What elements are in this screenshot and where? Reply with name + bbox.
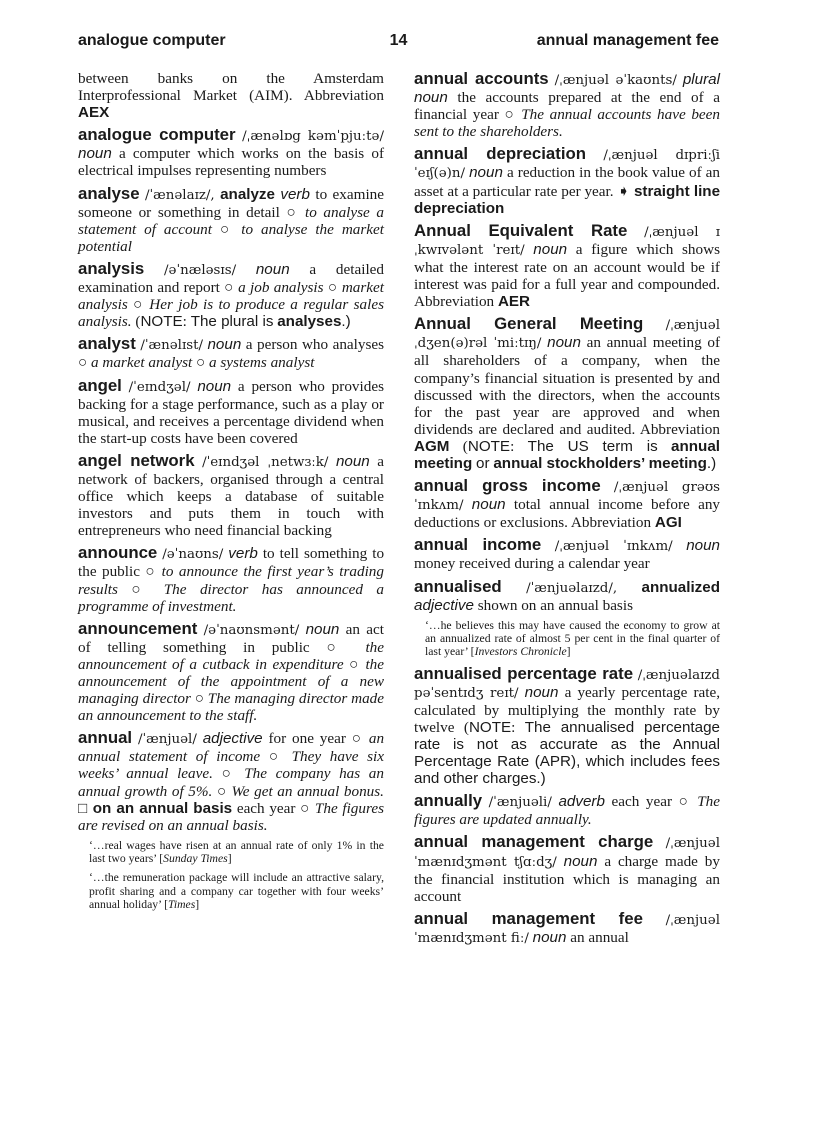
entry-analyst — [78, 335, 384, 371]
entry-annual-management-charge — [414, 833, 720, 904]
circle-icon: ○ — [194, 690, 204, 708]
part-of-speech: verb — [228, 545, 258, 563]
pronunciation: /ˌænjuəl ˈmænɪdʒmənt fiː/ — [414, 912, 720, 946]
quotation-source: Sunday Times — [163, 852, 228, 866]
definition: a charge made by the financial institution which is managing an account — [414, 852, 720, 905]
pronunciation: /ˈænəlɪst/ — [140, 338, 203, 354]
example: to announce the first year’s trading results — [78, 563, 384, 598]
part-of-speech: adjective — [414, 596, 474, 614]
headword: annual income — [414, 535, 542, 555]
definition: a computer which works on the basis of electrical impulses representing numbers — [78, 145, 384, 180]
part-of-speech: noun — [305, 620, 340, 638]
definition: an annual meeting of all shareholders of a company, when the company’s financial situation is presented by and discussed with the directors, when the accounts for the past year are approved and when dividends are declared and audited. Abbreviation — [414, 334, 720, 438]
pronunciation: /ˌænjuəl ɪˌkwɪvələnt ˈreɪt/ — [414, 224, 720, 258]
circle-icon: ○ — [678, 793, 691, 811]
entry-announcement — [78, 620, 384, 725]
part-of-speech: noun — [532, 928, 567, 946]
entry-annual — [78, 729, 384, 834]
circle-icon: ○ — [327, 279, 338, 297]
definition: a figure which shows what the interest rate on an account would be if interest was paid for a full year and compounded. Abbreviation — [414, 240, 720, 311]
definition: between banks on the Amsterdam Interprofessional Market (AIM). Abbreviation — [78, 70, 384, 105]
headword: annually — [414, 791, 483, 811]
example: The company has an annual growth of 5%. — [78, 765, 384, 800]
part-of-speech: noun — [563, 852, 598, 870]
note-text: The annualised percentage rate is not as accurate as the Annual Percentage Rate (APR), which includes fees and other charges. — [414, 718, 720, 788]
quotation: ‘…real wages have risen at an annual rate of only 1% in the last two years’ [Sunday Times] — [89, 838, 384, 866]
part-of-speech: adjective — [202, 730, 263, 748]
circle-icon: ○ — [326, 638, 349, 656]
definition: shown on an annual basis — [477, 596, 633, 614]
definition: an annual — [570, 928, 629, 946]
circle-icon: ○ — [131, 580, 151, 598]
definition: a person who analyses — [245, 336, 385, 354]
arrow-icon: ➧ — [617, 182, 631, 200]
definition: a person who provides backing for a stage performance, such as a play or musical, and receives a percentage dividend when the start-up costs have been covered — [78, 377, 384, 447]
quotation: ‘…the remuneration package will include an attractive salary, profit sharing and a company car together with four weeks’ annual holiday’ [Times] — [89, 871, 384, 912]
entry-analysis: analysis /əˈnæləsɪs/ noun a detailed examination and report ○ a job analysis ○ market analysis ○ Her job is to produce a regular sales analysis. (NOTE: The plural is analyses.) — [78, 258, 385, 331]
headword: annual management fee — [414, 908, 643, 928]
page-number: 14 — [389, 32, 408, 49]
headword: annual accounts — [414, 69, 549, 88]
pronunciation: /ˌænjuəl əˈkaʊnts/ — [554, 73, 677, 88]
headword: announce — [78, 543, 158, 563]
entry-analyse — [78, 185, 384, 255]
circle-icon: ○ — [78, 354, 88, 372]
entry-annual-income — [414, 536, 720, 572]
definition: a yearly percentage rate, calculated by multiplying the monthly rate by twelve — [414, 683, 720, 736]
abbreviation: AGM — [414, 437, 450, 455]
headword: analysis — [78, 258, 145, 278]
part-of-speech: noun — [207, 336, 242, 354]
square-icon: □ — [78, 799, 89, 817]
headword-variant: annualized — [641, 578, 720, 596]
quotation-text: ‘…he believes this may have caused the economy to grow at an annualized rate of almost 5 per cent in the final quarter of last year’ — [425, 618, 720, 659]
definition: each year — [611, 793, 673, 811]
quotation-text: ‘…real wages have risen at an annual rate of only 1% in the last two years’ — [89, 838, 384, 866]
definition: a detailed examination and report — [78, 260, 384, 297]
abbreviation: AEX — [78, 104, 110, 122]
definition: to examine someone or something in detail — [78, 185, 385, 221]
entry-annually — [414, 792, 720, 828]
part-of-speech: noun — [524, 683, 559, 701]
example: to analyse a statement of account — [78, 203, 384, 238]
example: The figures are updated annually. — [414, 793, 720, 829]
example: market analysis — [78, 279, 384, 314]
example: The annual accounts have been sent to the shareholders. — [414, 106, 721, 141]
example: a market analyst — [90, 354, 193, 372]
example: Her job is to produce a regular sales analysis. — [78, 296, 385, 331]
example: the announcement of the appointment of a new managing director — [78, 655, 385, 708]
pronunciation: /əˈnæləsɪs/ — [164, 262, 237, 278]
pronunciation: /ˈeɪndʒəl/ — [128, 379, 191, 395]
example: The director has announced a programme of investment. — [78, 580, 384, 615]
example: the announcement of a cutback in expenditure — [78, 638, 385, 673]
circle-icon: ○ — [219, 220, 234, 238]
definition: a reduction in the book value of an asset at a particular rate per year. — [414, 164, 721, 200]
headword: annualised percentage rate — [414, 663, 634, 683]
headword: angel — [78, 375, 122, 395]
headword: annual management charge — [414, 832, 654, 852]
headword: annual gross income — [414, 476, 601, 496]
headword: annualised — [414, 576, 502, 596]
note-text: The US term is — [527, 437, 658, 455]
entry-announce — [78, 544, 384, 614]
abbreviation: AGI — [654, 514, 682, 532]
note-label: NOTE — [467, 437, 511, 455]
pronunciation: /ˌænjuəl dɪpriːʃiˈeɪʃ(ə)n/ — [414, 148, 720, 182]
page-header — [78, 32, 719, 54]
headword: announcement — [78, 618, 198, 638]
definition: the accounts prepared at the end of a financial year — [414, 89, 720, 124]
circle-icon: ○ — [196, 354, 206, 372]
circle-icon: ○ — [133, 296, 144, 314]
pronunciation: /əˈnaʊnsmənt/ — [203, 622, 300, 638]
pronunciation: /ˌænjuəl ˈɪnkʌm/ — [554, 539, 673, 555]
example: The managing director made an announcement to the staff. — [78, 690, 384, 725]
quotation-source: Times — [167, 898, 196, 912]
pronunciation: /ˈeɪndʒəl ˌnetwɜːk/ — [202, 454, 329, 470]
pronunciation: /ˌænəlɒg kəmˈpjuːtə/ — [242, 129, 384, 145]
part-of-speech: noun — [335, 452, 370, 470]
part-of-speech: noun — [197, 377, 232, 395]
circle-icon: ○ — [300, 799, 311, 817]
circle-icon: ○ — [349, 655, 360, 673]
pronunciation: /əˈnaʊns/ — [162, 547, 224, 563]
abbreviation: AER — [497, 293, 531, 311]
definition: an act of telling something in public — [78, 620, 384, 656]
pronunciation: /ˈænjuəl/ — [137, 732, 197, 748]
definition: total annual income before any deductions or exclusions. Abbreviation — [414, 496, 721, 532]
part-of-speech: noun — [547, 334, 581, 352]
part-of-speech: adverb — [558, 793, 605, 811]
entry-angel — [78, 377, 384, 447]
quotation-source: Investors Chronicle — [474, 645, 567, 659]
entry-annual-depreciation — [414, 145, 720, 216]
headword: annual — [78, 728, 133, 748]
entry-analogue-computer — [78, 126, 384, 179]
circle-icon: ○ — [221, 765, 236, 783]
circle-icon: ○ — [224, 279, 234, 297]
definition: a network of backers, organised through a central office which keeps a database of suitable investors and puts them in touch with entrepreneurs who need financial backing — [78, 452, 384, 540]
pronunciation: /ˈænjuəli/ — [488, 795, 552, 811]
circle-icon: ○ — [351, 730, 363, 748]
entry-annual-general-meeting: Annual General Meeting /ˌænjuəl ˌdʒen(ə)rəl ˈmiːtɪŋ/ noun an annual meeting of all shareholders of a company, when the company’s financial situation is presented by and discussed with the directors, when the accounts for the past year are approved and when dividends are declared and audited. Abbreviation AGM (NOTE: The US term is annual meeting or annual stockholders’ meeting.) — [414, 314, 720, 472]
left-column — [78, 70, 384, 917]
example: an annual statement of income — [78, 730, 385, 766]
definition: for one year — [268, 730, 346, 748]
circle-icon: ○ — [216, 782, 227, 800]
part-of-speech: noun — [686, 537, 721, 555]
note-term: annual stockholders’ meeting — [493, 454, 707, 472]
right-column — [414, 70, 720, 952]
example: The figures are revised on an annual basis. — [78, 799, 384, 834]
example: They have six weeks’ annual leave. — [78, 748, 384, 783]
headword: Annual Equivalent Rate — [414, 220, 628, 240]
example: a systems analyst — [209, 354, 315, 372]
example: We get an annual bonus. — [231, 782, 384, 800]
entry-angel-network — [78, 452, 384, 539]
headword: angel network — [78, 450, 195, 470]
circle-icon: ○ — [286, 203, 299, 221]
headword: analyst — [78, 334, 136, 354]
note-term: annual meeting — [414, 437, 720, 472]
entry-annualised — [414, 578, 720, 614]
definition: money received during a calendar year — [414, 555, 650, 573]
part-of-speech: noun — [255, 260, 290, 278]
pronunciation: /ˌænjuəl ˈmænɪdʒmənt tʃɑːdʒ/ — [414, 836, 721, 870]
note-label: NOTE — [140, 313, 183, 331]
circle-icon: ○ — [504, 106, 516, 124]
part-of-speech: noun — [469, 164, 503, 182]
header-right-guideword: annual management fee — [536, 32, 719, 49]
part-of-speech: noun — [533, 240, 568, 258]
pronunciation: /ˌænjuəl grəʊs ˈɪnkʌm/ — [414, 480, 720, 514]
phrase: on an annual basis — [92, 799, 233, 817]
note-label: NOTE — [468, 718, 512, 736]
part-of-speech: verb — [280, 185, 310, 203]
note-text: or — [476, 454, 490, 472]
pronunciation: /ˌænjuəlaɪzd pəˈsentɪdʒ reɪt/ — [414, 667, 720, 701]
note-text: The plural is — [190, 313, 274, 331]
part-of-speech: plural noun — [414, 71, 721, 107]
part-of-speech: noun — [471, 496, 506, 514]
entry-continuation — [78, 70, 384, 121]
entry-annual-gross-income — [414, 477, 720, 531]
entry-annualised-percentage-rate: annualised percentage rate /ˌænjuəlaɪzd pəˈsentɪdʒ reɪt/ noun a yearly percentage rate, calculated by multiplying the monthly rate by twelve (NOTE: The annualised percentage rate is not as accurate as the Annual Percentage Rate (APR), which includes fees and other charges.) — [414, 663, 720, 788]
note-term: analyses — [277, 313, 342, 331]
entry-annual-equivalent-rate — [414, 222, 720, 310]
pronunciation: /ˌænjuəl ˌdʒen(ə)rəl ˈmiːtɪŋ/ — [414, 318, 720, 352]
example: to analyse the market potential — [78, 220, 385, 255]
headword-variant: analyze — [220, 185, 275, 203]
quotation-text: ‘…the remuneration package will include an attractive salary, profit sharing and a company car together with four weeks’ annual holiday’ — [89, 871, 384, 912]
quotation: ‘…he believes this may have caused the economy to grow at an annualized rate of almost 5 per cent in the final quarter of last year’ [Investors Chronicle] — [425, 618, 720, 659]
header-left-guideword: analogue computer — [78, 32, 226, 49]
headword: annual depreciation — [414, 144, 587, 164]
headword: Annual General Meeting — [414, 314, 644, 334]
example: a job analysis — [238, 279, 324, 297]
pronunciation: /ˈænəlaɪz/, — [144, 187, 215, 203]
circle-icon: ○ — [145, 563, 157, 581]
entry-annual-accounts — [414, 70, 720, 140]
entry-annual-management-fee — [414, 910, 720, 947]
part-of-speech: noun — [78, 145, 112, 163]
cross-reference: straight line depreciation — [414, 182, 721, 217]
pronunciation: /ˈænjuəlaɪzd/, — [526, 580, 618, 596]
definition: to tell something to the public — [78, 545, 385, 581]
circle-icon: ○ — [268, 748, 283, 766]
headword: analogue computer — [78, 125, 236, 145]
headword: analyse — [78, 183, 140, 203]
phrase-definition: each year — [236, 799, 296, 817]
